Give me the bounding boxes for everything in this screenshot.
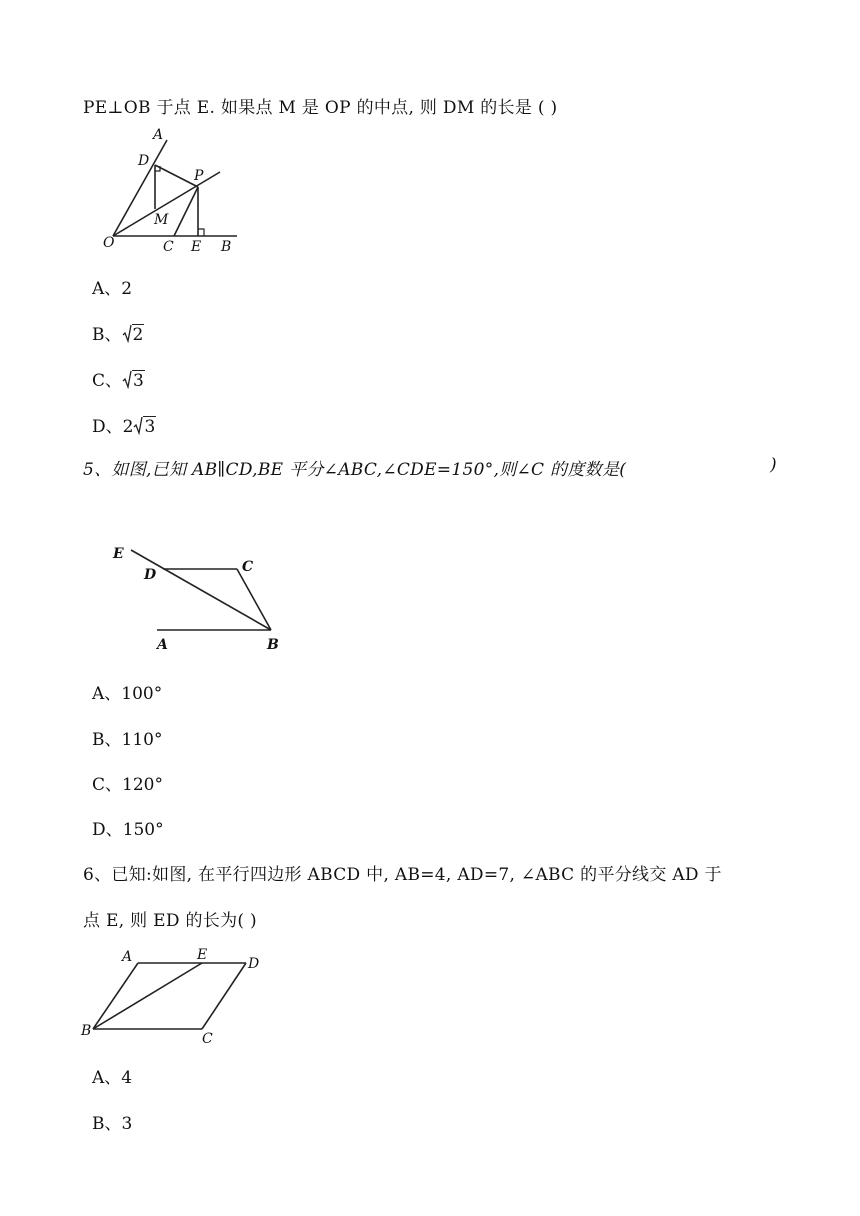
q6-option-b-letter: B、 xyxy=(92,1114,122,1134)
sqrt-icon xyxy=(122,323,132,348)
q4-option-a[interactable] xyxy=(92,274,132,299)
q6-option-b[interactable] xyxy=(92,1109,132,1134)
q5-option-b-value: 110° xyxy=(121,730,163,750)
q5-label-C: C xyxy=(242,559,254,575)
q4-option-b[interactable] xyxy=(92,320,144,348)
q4-label-E: E xyxy=(191,239,202,255)
q4-option-c-letter: C、 xyxy=(92,371,123,391)
q5-label-A: A xyxy=(157,637,168,653)
q5-option-a-value: 100° xyxy=(121,684,163,704)
q4-label-A: A xyxy=(153,127,164,143)
q6-label-D: D xyxy=(248,956,260,972)
q4-label-P: P xyxy=(194,168,204,184)
q5-option-a[interactable] xyxy=(92,679,162,704)
q5-option-c-value: 120° xyxy=(122,775,163,795)
q6-stem-line1: 6、已知:如图, 在平行四边形 ABCD 中, AB=4, AD=7, ∠ABC 的平分线交 AD 于 xyxy=(83,865,722,885)
q4-option-d-coef: 2 xyxy=(122,417,134,437)
q6-label-E: E xyxy=(197,947,208,963)
q5-option-b-letter: B、 xyxy=(92,730,122,750)
q4-label-O: O xyxy=(103,235,115,251)
q5-close-paren: ) xyxy=(770,455,777,475)
q6-option-a-letter: A、 xyxy=(92,1068,122,1088)
q6-label-B: B xyxy=(81,1023,92,1039)
q6-label-C: C xyxy=(202,1031,213,1047)
q4-option-d-letter: D、 xyxy=(92,417,123,437)
q4-option-b-letter: B、 xyxy=(92,325,122,345)
q4-label-D: D xyxy=(138,153,150,169)
sqrt-icon xyxy=(133,415,143,440)
q5-option-a-letter: A、 xyxy=(92,684,122,704)
q4-stem-tail: PE⊥OB 于点 E. 如果点 M 是 OP 的中点, 则 DM 的长是 ( ) xyxy=(83,98,558,118)
q6-label-A: A xyxy=(122,949,133,965)
q4-option-c[interactable] xyxy=(92,366,145,394)
q4-option-d[interactable] xyxy=(92,412,156,440)
q5-option-d[interactable] xyxy=(92,815,164,840)
q5-label-E: E xyxy=(113,546,124,562)
q4-label-C: C xyxy=(163,239,174,255)
q5-label-D: D xyxy=(144,567,157,583)
q5-stem: 5、如图,已知 AB∥CD,BE 平分∠ABC,∠CDE=150°,则∠C 的度数是( xyxy=(83,460,627,480)
q5-option-c-letter: C、 xyxy=(92,775,123,795)
q6-option-a[interactable] xyxy=(92,1063,132,1088)
q4-option-d-value: 3 xyxy=(144,417,156,437)
q5-option-d-letter: D、 xyxy=(92,820,123,840)
q6-stem-line2: 点 E, 则 ED 的长为( ) xyxy=(83,911,257,931)
q6-option-b-value: 3 xyxy=(121,1114,133,1134)
q4-option-a-letter: A、 xyxy=(92,279,122,299)
q5-option-b[interactable] xyxy=(92,725,162,750)
q4-option-b-value: 2 xyxy=(132,325,144,345)
q4-option-c-value: 3 xyxy=(133,371,144,391)
q4-label-B: B xyxy=(221,239,232,255)
sqrt-icon xyxy=(122,369,132,394)
q6-figure xyxy=(78,944,268,1049)
q5-label-B: B xyxy=(267,637,279,653)
q4-option-a-value: 2 xyxy=(121,279,133,299)
q5-option-d-value: 150° xyxy=(122,820,164,840)
q4-label-M: M xyxy=(154,212,169,228)
q5-option-c[interactable] xyxy=(92,770,163,795)
q5-figure xyxy=(105,538,295,656)
q6-option-a-value: 4 xyxy=(121,1068,133,1088)
q4-figure xyxy=(95,125,245,260)
